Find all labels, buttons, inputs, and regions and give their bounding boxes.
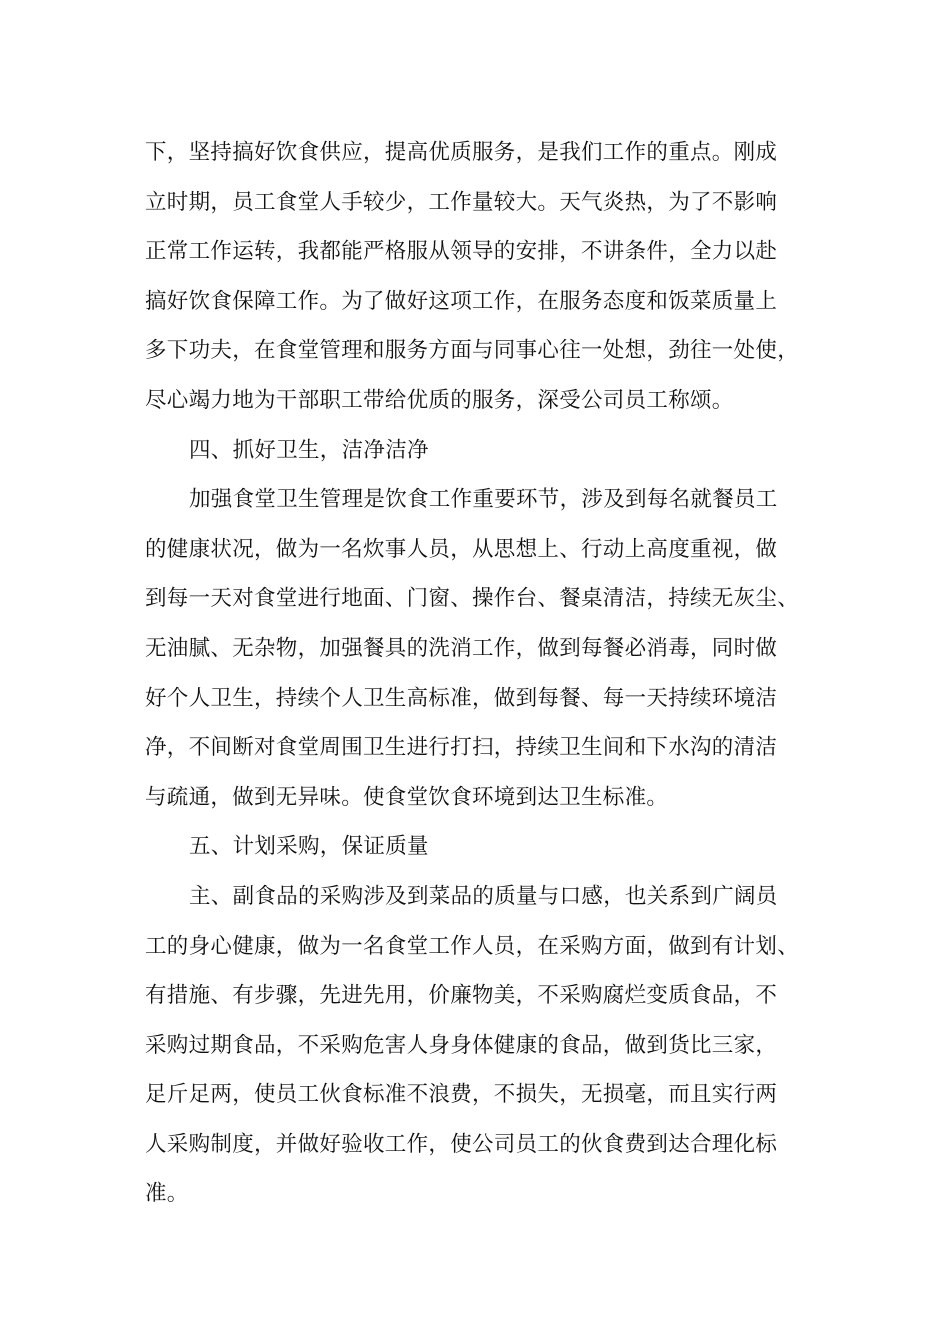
body-line: 立时期，员工食堂人手较少，工作量较大。天气炎热，为了不影响 [145,189,778,215]
body-line: 人采购制度，并做好验收工作，使公司员工的伙食费到达合理化标 [145,1131,778,1157]
section-heading-procurement: 五、计划采购，保证质量 [189,834,429,860]
body-line: 与疏通，做到无异味。使食堂饮食环境到达卫生标准。 [145,784,669,810]
body-line: 无油腻、无杂物，加强餐具的洗消工作，做到每餐必消毒，同时做 [145,635,778,661]
document-body [145,128,835,1219]
body-line: 的健康状况，做为一名炊事人员，从思想上、行动上高度重视，做 [145,536,778,562]
paragraph-first-line: 主、副食品的采购涉及到菜品的质量与口感，也关系到广阔员 [189,883,778,909]
body-line: 足斤足两，使员工伙食标准不浪费，不损失，无损毫，而且实行两 [145,1082,778,1108]
body-line: 正常工作运转，我都能严格服从领导的安排，不讲条件，全力以赴 [145,239,778,265]
body-line: 尽心竭力地为干部职工带给优质的服务，深受公司员工称颂。 [145,387,734,413]
body-line: 有措施、有步骤，先进先用，价廉物美，不采购腐烂变质食品，不 [145,983,778,1009]
body-line: 工的身心健康，做为一名食堂工作人员，在采购方面，做到有计划、 [145,933,800,959]
body-line: 净，不间断对食堂周围卫生进行打扫，持续卫生间和下水沟的清洁 [145,735,778,761]
section-heading-hygiene: 四、抓好卫生，洁净洁净 [189,437,429,463]
body-line: 下，坚持搞好饮食供应，提高优质服务，是我们工作的重点。刚成 [145,140,778,165]
body-line: 多下功夫，在食堂管理和服务方面与同事心往一处想，劲往一处使， [145,338,800,364]
body-line: 准。 [145,1181,189,1207]
body-line: 搞好饮食保障工作。为了做好这项工作，在服务态度和饭菜质量上 [145,288,778,314]
body-line: 采购过期食品，不采购危害人身身体健康的食品，做到货比三家， [145,1032,778,1058]
body-line: 到每一天对食堂进行地面、门窗、操作台、餐桌清洁，持续无灰尘、 [145,586,800,612]
body-line: 好个人卫生，持续个人卫生高标准，做到每餐、每一天持续环境洁 [145,685,778,711]
paragraph-first-line: 加强食堂卫生管理是饮食工作重要环节，涉及到每名就餐员工 [189,487,778,513]
